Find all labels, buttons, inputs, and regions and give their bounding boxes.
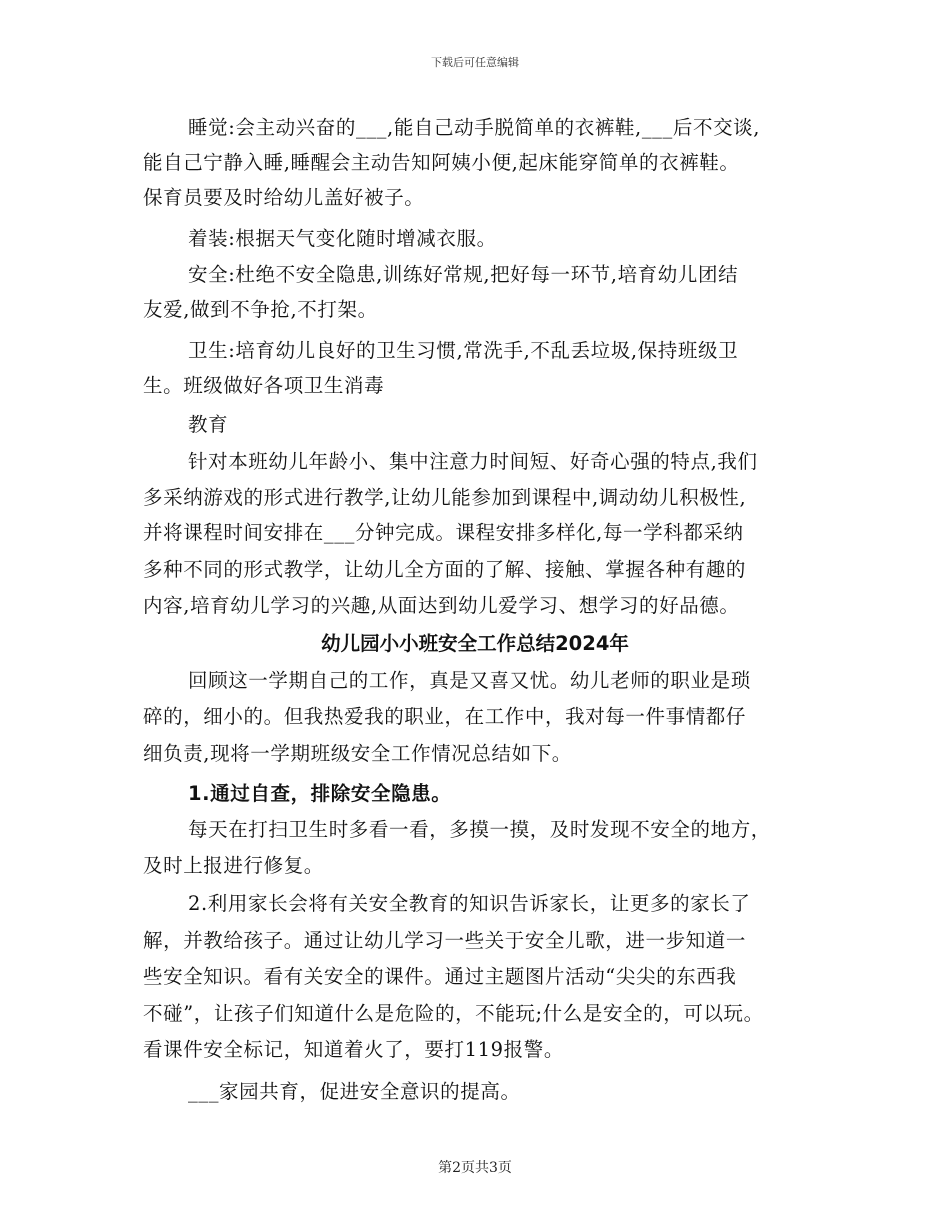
paragraph-line: 细负责,现将一学期班级安全工作情况总结如下。: [143, 742, 572, 765]
paragraph-line: 解，并教给孩子。通过让幼儿学习一些关于安全儿歌，进一步知道一: [143, 929, 747, 952]
paragraph-line: 能自己宁静入睡,睡醒会主动告知阿姨小便,起床能穿简单的衣裤鞋。: [143, 151, 740, 174]
paragraph-line: 2.利用家长会将有关安全教育的知识告诉家长，让更多的家长了: [188, 892, 751, 915]
paragraph-line: 及时上报进行修复。: [143, 854, 324, 877]
paragraph-line: 着装:根据天气变化随时增减衣服。: [188, 227, 497, 250]
paragraph-line: 友爱,做到不争抢,不打架。: [143, 298, 378, 321]
page-header: 下载后可任意编辑: [431, 56, 519, 69]
paragraph-line: 针对本班幼儿年龄小、集中注意力时间短、好奇心强的特点,我们: [188, 450, 758, 473]
section-heading: 1.通过自查，排除安全隐患。: [188, 782, 452, 805]
page-footer: 第2页共3页: [438, 1160, 512, 1176]
paragraph-line: 碎的，细小的。但我热爱我的职业，在工作中，我对每一件事情都仔: [143, 705, 747, 728]
paragraph-line: 多采纳游戏的形式进行教学,让幼儿能参加到课程中,调动幼儿积极性,: [143, 486, 747, 509]
paragraph-line: 安全:杜绝不安全隐患,训练好常规,把好每一环节,培育幼儿团结: [188, 263, 739, 286]
paragraph-line: 生。班级做好各项卫生消毒: [143, 374, 385, 397]
paragraph-line: 睡觉:会主动兴奋的___,能自己动手脱简单的衣裤鞋,___后不交谈,: [188, 116, 761, 139]
paragraph-line: 每天在打扫卫生时多看一看，多摸一摸，及时发现不安全的地方，: [188, 818, 771, 841]
paragraph-line: 教育: [188, 413, 229, 436]
paragraph-line: 回顾这一学期自己的工作，真是又喜又忧。幼儿老师的职业是琐: [188, 669, 751, 692]
paragraph-line: 些安全知识。看有关安全的课件。通过主题图片活动“尖尖的东西我: [143, 965, 737, 988]
paragraph-line: 保育员要及时给幼儿盖好被子。: [143, 186, 425, 209]
section-title: 幼儿园小小班安全工作总结2024年: [321, 632, 629, 655]
paragraph-line: 并将课程时间安排在___分钟完成。课程安排多样化,每一学科都采纳: [143, 521, 744, 544]
paragraph-line: ___家园共育，促进安全意识的提高。: [188, 1080, 521, 1103]
paragraph-line: 看课件安全标记，知道着火了，要打119报警。: [143, 1038, 564, 1061]
paragraph-line: 多种不同的形式教学，让幼儿全方面的了解、接触、掌握各种有趣的: [143, 558, 747, 581]
paragraph-line: 不碰”，让孩子们知道什么是危险的，不能玩;什么是安全的，可以玩。: [143, 1002, 764, 1025]
paragraph-line: 卫生:培育幼儿良好的卫生习惯,常洗手,不乱丢垃圾,保持班级卫: [188, 339, 739, 362]
paragraph-line: 内容,培育幼儿学习的兴趣,从面达到幼儿爱学习、想学习的好品德。: [143, 594, 740, 617]
